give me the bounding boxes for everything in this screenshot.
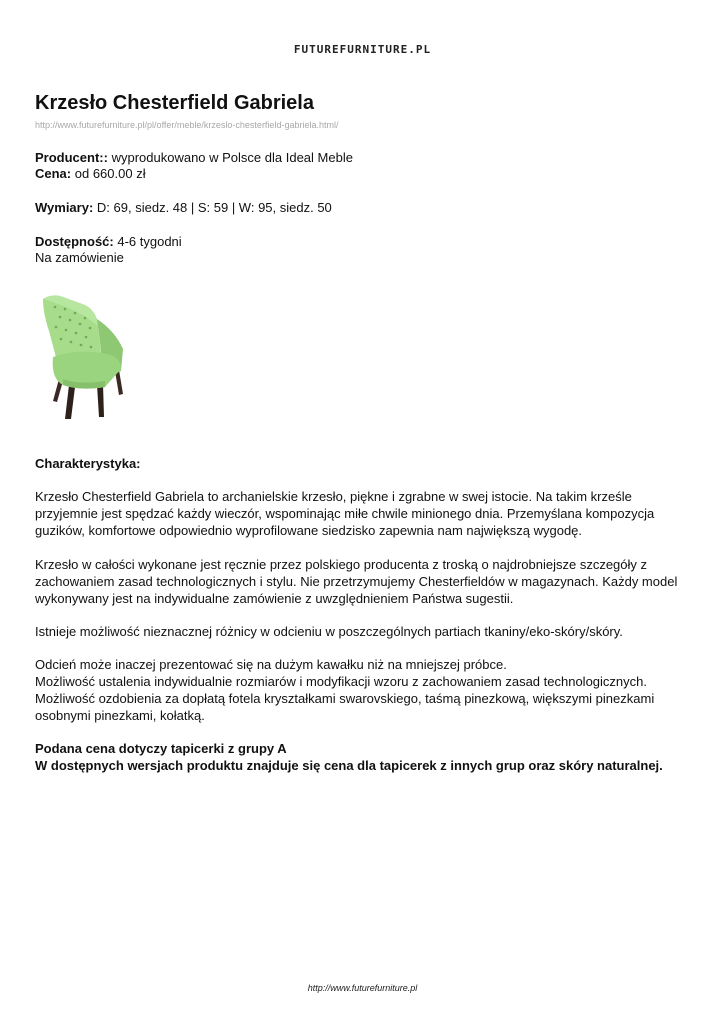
price-note: Podana cena dotyczy tapicerki z grupy A xyxy=(35,741,287,756)
availability-note: Na zamówienie xyxy=(35,250,124,265)
versions-note: W dostępnych wersjach produktu znajduje się cena dla tapicerek z innych grup oraz skóry naturalnej. xyxy=(35,758,663,773)
availability-value: 4-6 tygodni xyxy=(117,234,182,249)
footer-url[interactable]: http://www.futurefurniture.pl xyxy=(307,983,418,993)
description-paragraph-4c: Możliwość ozdobienia za dopłatą fotela kryształkami swarovskiego, taśmą pinezkową, większymi pinezkami osobnymi pinezkami, kołatką. xyxy=(35,691,655,723)
price-row xyxy=(35,166,146,182)
description-paragraph-4a: Odcień może inaczej prezentować się na dużym kawałku niż na mniejszej próbce. xyxy=(35,657,507,672)
availability-row xyxy=(35,234,182,250)
producer-row xyxy=(35,150,353,166)
description-paragraph-4b: Możliwość ustalenia indywidualnie rozmiarów i modyfikacji wzoru z zachowaniem zasad technologicznych. xyxy=(35,674,647,689)
site-logo: FUTUREFURNITURE.PL xyxy=(293,43,432,56)
dimensions-value: D: 69, siedz. 48 | S: 59 | W: 95, siedz. 50 xyxy=(96,200,332,215)
chair-image xyxy=(35,291,135,426)
product-title: Krzesło Chesterfield Gabriela xyxy=(35,92,314,114)
description-paragraph-1: Krzesło Chesterfield Gabriela to archanielskie krzesło, piękne i zgrabne w swej istocie. Na takim krześle przyjemnie jest spędzać każdy wieczór, wspominając miłe chwile minionego dnia. Przemyślana kompozycja guzików, komfortowe odpowiednio wyprofilowane siedzisko zapewnia nam największą wygodę. xyxy=(35,489,655,538)
availability-label: Dostępność: xyxy=(35,234,114,249)
characteristics-heading: Charakterystyka: xyxy=(35,456,141,471)
dimensions-label: Wymiary: xyxy=(35,200,94,215)
price-value: od 660.00 zł xyxy=(74,166,146,181)
producer-value: wyprodukowano w Polsce dla Ideal Meble xyxy=(111,150,353,165)
product-url[interactable]: http://www.futurefurniture.pl/pl/offer/meble/krzeslo-chesterfield-gabriela.html/ xyxy=(35,120,339,130)
dimensions-row xyxy=(35,200,332,216)
description-paragraph-2: Krzesło w całości wykonane jest ręcznie przez polskiego producenta z troską o najdrobniejsze szczegóły z zachowaniem zasad technologicznych i stylu. Nie przetrzymujemy Chesterfieldów w magazynach. Każdy model wykonywany jest na indywidualne zamówienie z uwzględnieniem Państwa sugestii. xyxy=(35,557,678,606)
producer-label: Producent:: xyxy=(35,150,108,165)
description-paragraph-3: Istnieje możliwość nieznacznej różnicy w odcieniu w poszczególnych partiach tkaniny/eko-skóry/skóry. xyxy=(35,624,623,639)
price-label: Cena: xyxy=(35,166,72,181)
